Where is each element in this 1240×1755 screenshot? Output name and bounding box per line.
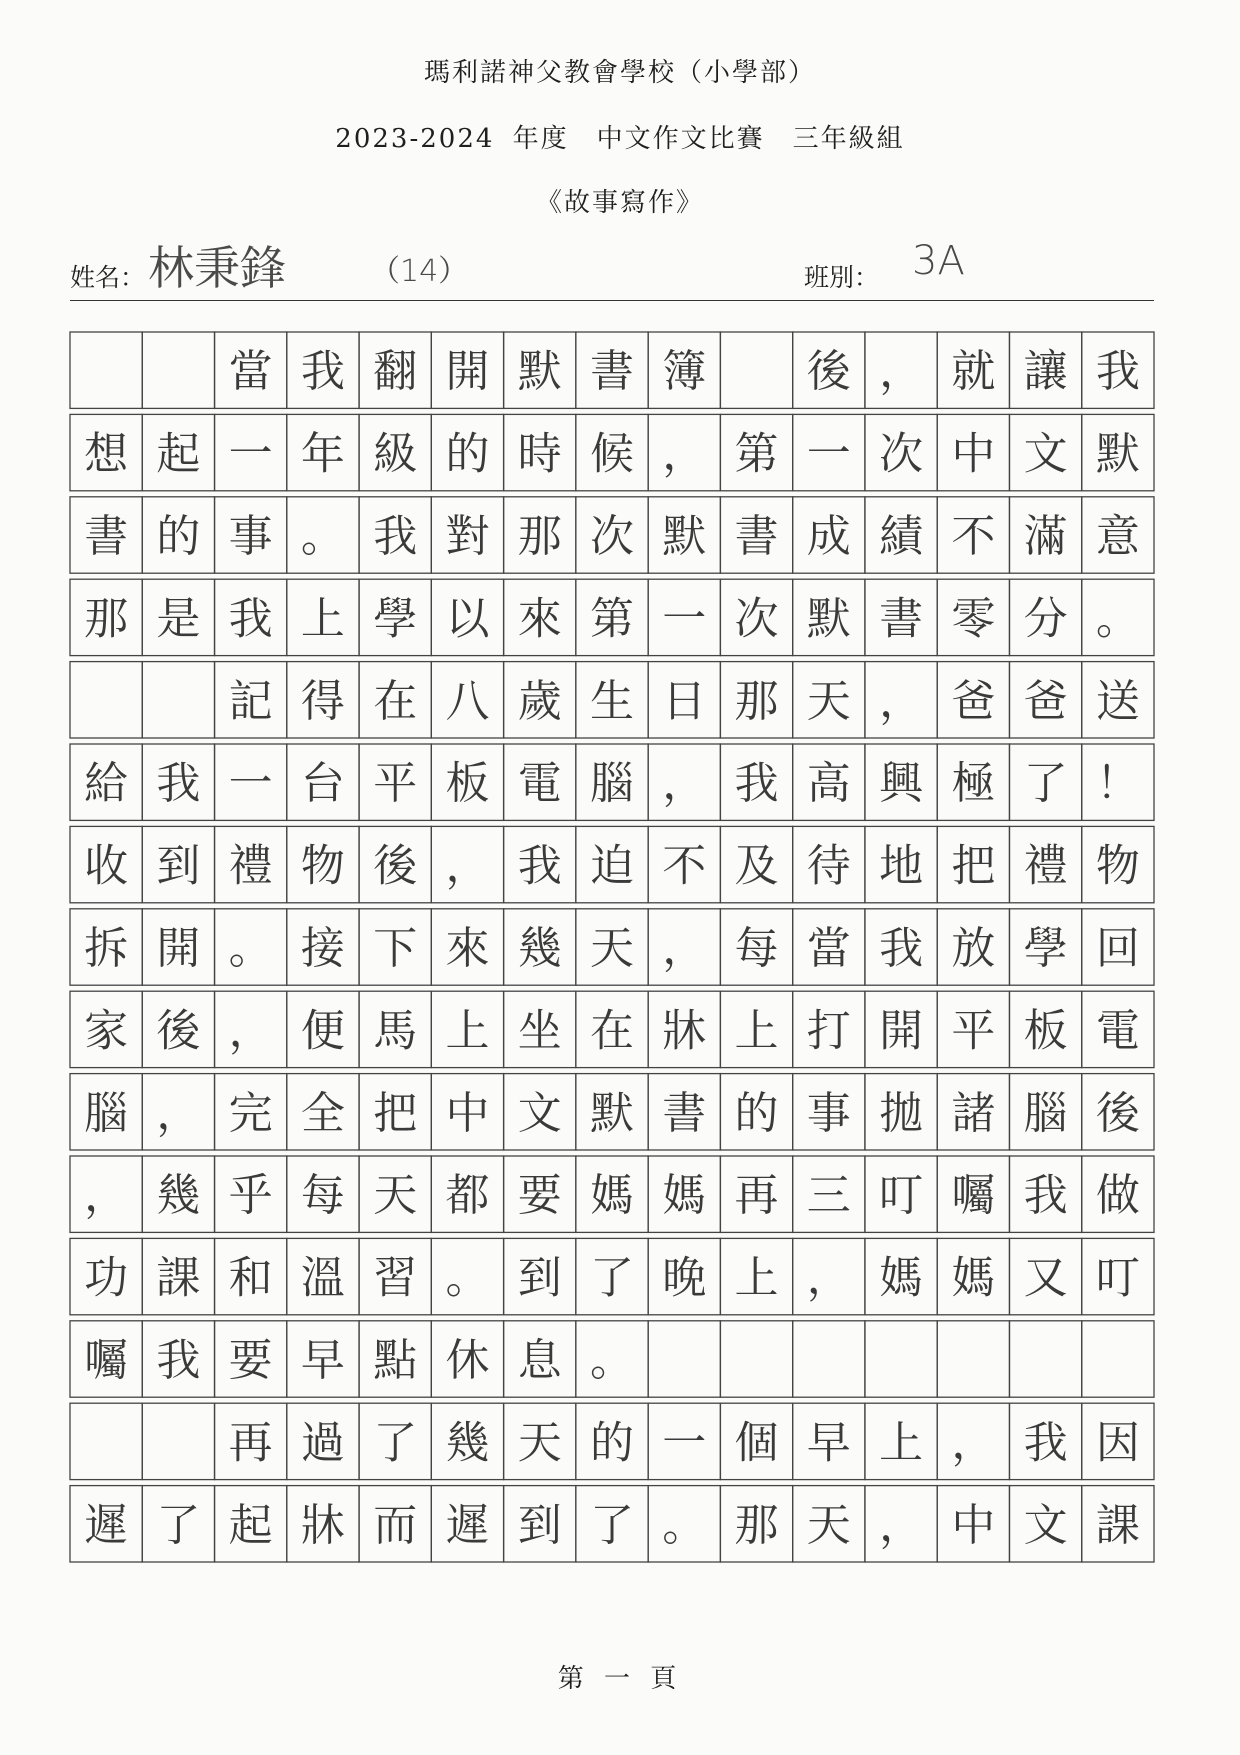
grid-row [70,1486,1154,1562]
handwritten-char: 接 [300,923,345,974]
grid-cell [142,1403,214,1479]
handwritten-char: ， [662,428,707,480]
handwritten-char: 事 [228,511,273,562]
handwritten-char: 我 [1095,346,1140,398]
handwritten-char: 那 [517,511,562,562]
grid-cell [142,662,214,738]
grid-row [70,826,1154,902]
handwritten-char: 收 [84,840,129,892]
grid-row [70,1156,1154,1232]
handwritten-char: ， [662,923,707,974]
handwritten-char: 的 [156,511,201,562]
handwritten-char: 早 [806,1417,851,1469]
handwritten-char: 我 [1023,1170,1068,1222]
handwritten-char: 把 [951,840,996,892]
handwritten-char: 天 [806,1499,851,1551]
handwritten-char: 歲 [517,675,562,727]
handwritten-char: ， [156,1087,201,1139]
handwritten-char: 級 [373,428,418,480]
handwritten-char: 不 [951,511,996,562]
handwritten-char: 再 [734,1170,779,1222]
name-label: 姓名： [70,263,146,292]
handwritten-char: 電 [1095,1005,1140,1057]
grid-cell [793,1321,865,1397]
handwritten-char: 叮 [879,1170,924,1222]
handwritten-char: 天 [517,1417,562,1469]
grid-cell [70,332,142,408]
handwritten-char: 學 [1023,923,1068,974]
handwritten-char: 當 [806,923,851,974]
grid-row [70,1238,1154,1314]
handwritten-char: 後 [373,840,418,892]
handwritten-char: 晚 [662,1252,707,1304]
handwritten-char: 回 [1095,923,1140,974]
handwritten-char: 牀 [662,1005,707,1057]
handwritten-char: 中 [951,428,996,480]
handwritten-char: 中 [445,1087,490,1139]
handwritten-char: 事 [806,1087,851,1139]
handwritten-char: 天 [590,923,634,974]
handwritten-char: 要 [517,1170,562,1222]
handwritten-char: 功 [84,1252,129,1304]
handwritten-char: 書 [879,593,924,645]
handwritten-char: 起 [228,1499,273,1551]
grid-cell [1082,1321,1154,1397]
handwritten-char: 書 [662,1087,707,1139]
handwritten-char: 就 [951,346,996,398]
handwritten-char: 物 [1095,840,1140,892]
handwritten-char: 台 [300,758,345,810]
handwritten-char: 上 [445,1005,490,1057]
handwritten-char: 不 [662,840,707,892]
handwritten-char: 文 [1023,1499,1068,1551]
handwritten-char: 做 [1095,1170,1140,1222]
handwritten-char: 囑 [951,1170,996,1222]
handwritten-char: ， [951,1417,996,1469]
handwritten-char: 習 [373,1252,418,1304]
handwritten-char: 後 [1095,1087,1140,1139]
handwritten-char: 休 [445,1335,490,1386]
handwritten-char: ， [879,675,924,727]
handwritten-char: 媽 [590,1170,634,1222]
handwritten-char: 禮 [228,840,273,892]
handwritten-char: 我 [1023,1417,1068,1469]
grid-cell [937,1321,1009,1397]
handwritten-char: 了 [590,1252,634,1304]
handwritten-char: 年 [300,428,345,480]
handwritten-char: 每 [300,1170,345,1222]
handwritten-char: 家 [84,1005,129,1057]
handwritten-char: 意 [1095,511,1140,562]
handwritten-char: 電 [517,758,562,810]
handwritten-char: 禮 [1023,840,1068,892]
handwritten-char: 爸 [1023,675,1068,727]
handwritten-char: 後 [806,346,851,398]
handwritten-char: 物 [300,840,345,892]
handwritten-char: 成 [806,511,851,562]
handwritten-char: 次 [879,428,924,480]
handwritten-char: 時 [517,428,562,480]
handwritten-char: 了 [156,1499,201,1551]
handwritten-char: 板 [1023,1005,1068,1057]
handwritten-char: 打 [806,1005,851,1057]
handwritten-char: 幾 [445,1417,490,1469]
handwritten-char: 平 [373,758,418,810]
handwritten-char: 我 [156,758,201,810]
handwritten-char: 我 [228,593,273,645]
grid-cell [720,1321,792,1397]
handwritten-char: 默 [1095,428,1140,480]
handwritten-char: 那 [734,1499,779,1551]
handwritten-char: 第 [590,593,634,645]
handwritten-char: 幾 [517,923,562,974]
handwritten-char: 都 [445,1170,490,1222]
handwritten-char: 起 [156,428,201,480]
handwritten-char: 一 [662,593,707,645]
handwritten-char: 一 [228,428,273,480]
handwritten-char: 因 [1095,1417,1140,1469]
handwritten-char: 對 [445,511,490,562]
handwritten-char: 書 [734,511,779,562]
handwritten-char: 和 [228,1252,273,1304]
handwritten-char: 書 [84,511,129,562]
handwritten-char: 完 [228,1087,273,1139]
handwritten-char: 課 [156,1252,201,1304]
handwritten-char: 第 [734,428,779,480]
handwritten-char: 學 [373,593,418,645]
handwritten-char: ， [228,1005,273,1057]
grid-row [70,909,1154,985]
handwritten-char: 到 [517,1499,562,1551]
grid-cell [70,662,142,738]
handwritten-char: 。 [662,1499,707,1551]
handwritten-char: 書 [590,346,634,398]
grid-row [70,414,1154,490]
handwritten-char: 平 [951,1005,996,1057]
handwritten-char: 一 [806,428,851,480]
handwritten-char: 及 [734,840,779,892]
handwritten-char: 上 [300,593,345,645]
handwritten-char: 過 [300,1417,345,1469]
handwritten-char: 記 [228,675,273,727]
handwritten-char: 幾 [156,1170,201,1222]
handwritten-char: 爸 [951,675,996,727]
handwritten-char: 那 [84,593,129,645]
handwritten-char: 我 [734,758,779,810]
grid-row [70,579,1154,655]
class-value: 3A [912,238,965,284]
handwritten-char: 默 [590,1087,634,1139]
handwritten-char: 滿 [1023,511,1068,562]
handwritten-char: 上 [879,1417,924,1469]
grid-row [70,1074,1154,1150]
handwritten-char: 文 [517,1087,562,1139]
handwritten-char: 得 [300,675,345,727]
handwritten-char: 。 [300,511,345,562]
handwritten-char: 簿 [662,346,707,398]
grid-row [70,991,1154,1067]
handwritten-char: 開 [156,923,201,974]
competition-title: 2023-2024 年度 中文作文比賽 三年級組 [335,124,905,154]
handwritten-char: 想 [84,428,129,480]
handwritten-char: ， [879,1499,924,1551]
handwritten-char: 待 [806,840,851,892]
handwritten-char: 腦 [84,1087,129,1139]
handwritten-char: 個 [734,1417,779,1469]
grid-row [70,744,1154,820]
handwritten-char: 三 [806,1170,851,1222]
handwritten-char: 一 [228,758,273,810]
handwritten-char: 零 [951,593,996,645]
class-label: 班別： [804,263,880,292]
handwritten-char: 課 [1095,1499,1140,1551]
handwritten-char: 在 [373,675,418,727]
handwritten-char: 日 [662,675,707,727]
grid-row [70,497,1154,573]
handwritten-char: 馬 [373,1005,418,1057]
handwritten-char: ！ [1095,758,1140,810]
handwritten-char: 績 [879,511,924,562]
handwritten-char: 諸 [951,1087,996,1139]
student-number: （14） [370,254,469,289]
handwritten-char: 生 [590,675,634,727]
grid-row [70,1403,1154,1479]
handwritten-char: 那 [734,675,779,727]
handwritten-char: 默 [517,346,562,398]
handwritten-char: 極 [951,758,996,810]
handwritten-char: 又 [1023,1252,1068,1304]
handwritten-char: 上 [734,1252,779,1304]
handwritten-char: 給 [84,758,129,810]
handwritten-char: 。 [228,923,273,974]
handwritten-char: 媽 [662,1170,707,1222]
grid-cell [142,332,214,408]
handwritten-char: 次 [734,593,779,645]
handwritten-char: 八 [445,675,490,727]
handwritten-char: 天 [806,675,851,727]
handwritten-char: 來 [517,593,562,645]
handwritten-char: 的 [445,428,490,480]
handwritten-char: 到 [156,840,201,892]
handwritten-char: 把 [373,1087,418,1139]
handwritten-char: 。 [445,1252,490,1304]
grid-cell [1009,1321,1081,1397]
handwritten-char: 到 [517,1252,562,1304]
handwritten-char: 要 [228,1335,273,1386]
handwritten-char: 開 [445,346,490,398]
handwritten-char: 牀 [300,1499,345,1551]
handwritten-char: 板 [445,758,490,810]
handwritten-char: 。 [590,1335,634,1386]
handwritten-char: 全 [300,1087,345,1139]
handwritten-char: 。 [1095,593,1140,645]
handwritten-char: 而 [373,1499,418,1551]
grid-row [70,1321,1154,1397]
handwritten-char: 送 [1095,675,1140,727]
handwritten-char: ， [662,758,707,810]
handwritten-char: 地 [879,840,924,892]
handwritten-char: 我 [373,511,418,562]
handwritten-char: 息 [517,1335,562,1386]
handwritten-char: 拆 [84,923,129,974]
page-number: 第 一 頁 [557,1664,683,1694]
grid-cell [70,1403,142,1479]
handwritten-char: 中 [951,1499,996,1551]
handwritten-char: 我 [879,923,924,974]
handwritten-char: 天 [373,1170,418,1222]
handwritten-char: 的 [734,1087,779,1139]
handwritten-char: ， [84,1170,129,1222]
handwritten-char: 我 [156,1335,201,1386]
handwritten-char: 坐 [517,1005,562,1057]
student-name: 林秉鋒 [148,241,286,295]
genre-title: 《故事寫作》 [535,188,704,218]
handwritten-char: 當 [228,346,273,398]
handwritten-char: 我 [300,346,345,398]
handwritten-char: 拋 [879,1087,924,1139]
handwritten-char: 腦 [590,758,634,810]
handwritten-char: 每 [734,923,779,974]
handwritten-char: 來 [445,923,490,974]
handwritten-char: 的 [590,1417,634,1469]
grid-cell [865,1321,937,1397]
handwritten-char: 囑 [84,1335,129,1386]
handwritten-char: 默 [806,593,851,645]
handwritten-char: 一 [662,1417,707,1469]
handwritten-char: 了 [1023,758,1068,810]
handwritten-char: 腦 [1023,1087,1068,1139]
handwritten-char: 乎 [228,1170,273,1222]
handwritten-char: 次 [590,511,634,562]
handwritten-char: 媽 [951,1252,996,1304]
handwritten-char: 遲 [445,1499,490,1551]
handwritten-char: 媽 [879,1252,924,1304]
handwritten-char: 分 [1023,593,1068,645]
grid-cell [720,332,792,408]
handwritten-char: 再 [228,1417,273,1469]
school-title: 瑪利諾神父教會學校（小學部） [423,58,816,88]
handwritten-char: 默 [662,511,707,562]
handwritten-char: 放 [951,923,996,974]
handwritten-char: ， [445,840,490,892]
handwritten-char: 叮 [1095,1252,1140,1304]
handwritten-char: 了 [373,1417,418,1469]
handwritten-char: 翻 [373,346,418,398]
handwritten-char: 讓 [1023,346,1068,398]
handwritten-char: 迫 [590,840,634,892]
handwritten-char: 下 [373,923,418,974]
handwritten-char: ， [879,346,924,398]
handwritten-char: 早 [300,1335,345,1386]
handwritten-char: 候 [590,428,634,480]
handwritten-char: 文 [1023,428,1068,480]
handwritten-char: 上 [734,1005,779,1057]
grid-row [70,332,1154,408]
handwritten-char: 便 [300,1005,345,1057]
handwritten-char: 以 [445,593,490,645]
handwritten-char: 點 [373,1335,418,1386]
handwritten-char: 後 [156,1005,201,1057]
grid-cell [648,1321,720,1397]
handwritten-char: ， [806,1252,851,1304]
handwritten-char: 高 [806,758,851,810]
handwritten-char: 在 [590,1005,634,1057]
grid-row [70,662,1154,738]
handwritten-char: 興 [879,758,924,810]
handwritten-char: 溫 [300,1252,345,1304]
handwritten-char: 了 [590,1499,634,1551]
handwritten-char: 是 [156,593,201,645]
handwritten-char: 遲 [84,1499,129,1551]
handwritten-char: 我 [517,840,562,892]
handwritten-char: 開 [879,1005,924,1057]
